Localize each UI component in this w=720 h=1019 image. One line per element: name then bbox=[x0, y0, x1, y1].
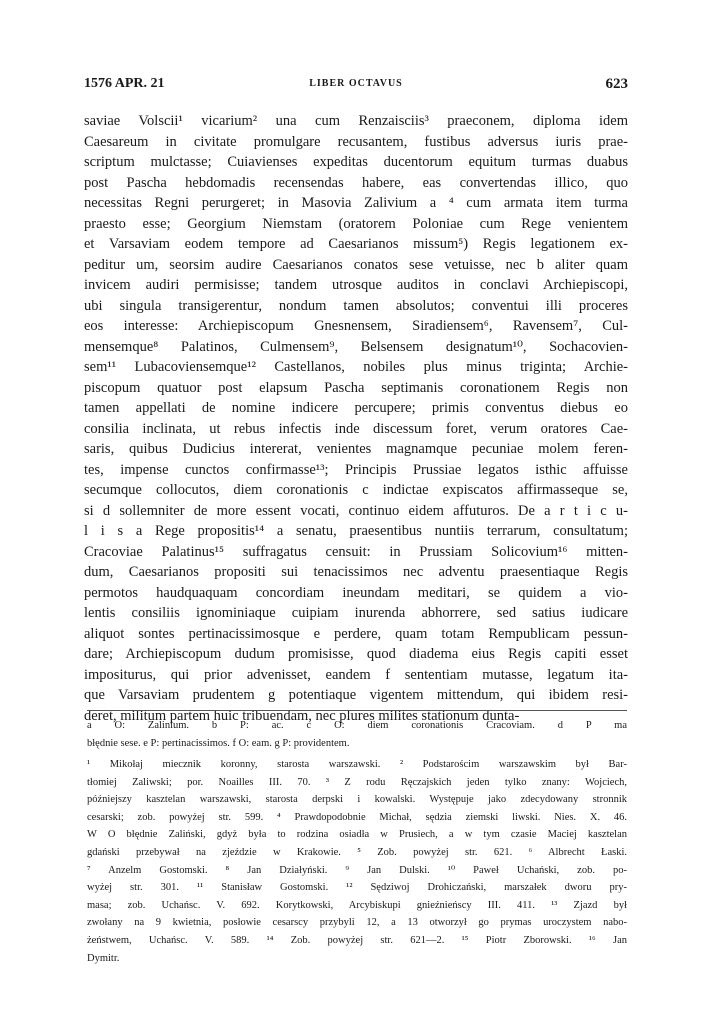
text-line: ubi singula transigerentur, nondum tamen absolutos; conventui illi proceres bbox=[84, 297, 628, 314]
text-line: saris, quibus Dudicius intererat, venientes magnamque pecuniae molem feren- bbox=[84, 441, 628, 457]
text-line: aliquot sontes pertinacissimosque e perdere, quam totam Rempublicam pessun- bbox=[84, 625, 628, 642]
text-line: invicem audiri permisisse; tandem utrosque auditos in conclavi Archiepiscopi, bbox=[84, 277, 628, 293]
text-line: dum, Caesarianos propositi sui tenacissimos nec adventu praesentiaque Regis bbox=[84, 564, 628, 580]
text-line: mensemque⁸ Palatinos, Culmensem⁹, Belsensem designatum¹⁰, Sochacovien- bbox=[84, 338, 628, 355]
text-line: necessitas Regni perurgeret; in Masovia Zalivium a ⁴ cum armata item turma bbox=[84, 195, 628, 211]
main-text-block bbox=[84, 111, 628, 726]
footnote-line: późniejszy kasztelan warszawski, starosta derpski i kowalski. Występuje jako zdecydowany stronnik bbox=[87, 794, 627, 806]
text-line: praesto esse; Georgium Niemstam (oratorem Poloniae cum Rege venientem bbox=[84, 215, 628, 232]
running-header bbox=[84, 76, 628, 96]
text-line: tamen appellati de nomine indicere percupere; primis conventus diebus eo bbox=[84, 400, 628, 416]
text-line: post Pascha hebdomadis recensendas habere, eas convertendas illico, quo bbox=[84, 174, 628, 191]
footnote-line: cesarski; zob. powyżej str. 599. ⁴ Prawdopodobnie Michał, sędzia ziemski liwski. Nies. X. 46. bbox=[87, 811, 627, 823]
text-line: tes, impense cunctos confirmasse¹³; Principis Prussiae legatos isthic affuisse bbox=[84, 461, 628, 478]
apparatus-line: błędnie sese. e P: pertinacissimos. f O: eam. g P: providentem. bbox=[87, 738, 350, 749]
footnote-line: Dymitr. bbox=[87, 952, 120, 964]
text-line: permotos haudquaquam concordiam ineundam meditari, se quidem a vio- bbox=[84, 584, 628, 601]
footnote-line: W O błędnie Zaliński, gdyż była to rodzina osiadła w Prusiech, a w tym czasie Maciej kasztelan bbox=[87, 829, 627, 841]
text-line: si d sollemniter de more essent vocati, continuo eidem affuturos. De a r t i c u- bbox=[84, 502, 628, 519]
footnote-line: gdański przebywał na zjeździe w Krakowie. ⁵ Zob. powyżej str. 621. ⁶ Albrecht Łaski. bbox=[87, 846, 627, 858]
text-line: saviae Volscii¹ vicarium² una cum Renzaisciis³ praeconem, diploma idem bbox=[84, 113, 628, 129]
header-date: 1576 APR. 21 bbox=[84, 76, 165, 91]
footnote-line: masa; zob. Uchańsc. V. 692. Korytkowski, Arcybiskupi gnieźnieńscy III. 411. ¹³ Zjazd był bbox=[87, 899, 627, 911]
text-line: l i s a Rege propositis¹⁴ a senatu, praesentibus nuntiis terrarum, consultatum; bbox=[84, 523, 628, 539]
text-line: sem¹¹ Lubacoviensemque¹² Castellanos, nobiles plus minus triginta; Archie- bbox=[84, 359, 628, 375]
footnote-divider bbox=[87, 710, 627, 711]
text-line: secumque collocutos, diem coronationis c indictae expiscatos affirmasseque se, bbox=[84, 482, 628, 498]
text-line: et Varsaviam eodem tempore ad Caesarianos missum⁵) Regis legationem ex- bbox=[84, 236, 628, 252]
critical-apparatus bbox=[87, 717, 627, 753]
footnote-line: zwołany na 9 kwietnia, posłowie cesarscy przybyli 12, a 13 otworzył go prymas uroczystem nabo- bbox=[87, 917, 627, 929]
page-number: 623 bbox=[605, 76, 628, 92]
text-line: consilia inclinata, ut rebus infectis inde discessum foret, verum oratores Cae- bbox=[84, 420, 628, 437]
text-line: que Varsaviam prudentem g potentiaque vigentem mittendum, qui ibidem resi- bbox=[84, 687, 628, 703]
text-line: lentis consiliis ignominiaque cuipiam inurenda abhorrere, sed satius iudicare bbox=[84, 605, 628, 621]
footnotes bbox=[87, 756, 627, 967]
apparatus-line: a O: Zalinium. b P: ac. c O: diem coronationis Cracoviam. d P ma bbox=[87, 720, 627, 731]
footnote-line: tłomiej Zaliwski; por. Noailles III. 70. ³ Z rodu Ręczajskich jeden tylko znany: Wojciech, bbox=[87, 776, 627, 788]
header-running-title: LIBER OCTAVUS bbox=[309, 78, 403, 89]
text-line: impositurus, qui prior advenisset, eandem f sententiam mutasse, legatum ita- bbox=[84, 666, 628, 683]
text-line: eos interesse: Archiepiscopum Gnesnensem, Siradiensem⁶, Ravensem⁷, Cul- bbox=[84, 318, 628, 334]
text-line: deret, militum partem huic tribuendam, nec plures milites stationum dunta- bbox=[84, 707, 520, 724]
footnote-line: żeństwem, Uchańsc. V. 589. ¹⁴ Zob. powyżej str. 621—2. ¹⁵ Piotr Zborowski. ¹⁶ Jan bbox=[87, 934, 627, 946]
footnote-line: ¹ Mikołaj miecznik koronny, starosta warszawski. ² Podstarościm warszawskim był Bar- bbox=[87, 759, 627, 770]
text-line: Caesareum in civitate promulgare recusantem, fustibus adversus iuris prae- bbox=[84, 133, 628, 150]
text-line: dare; Archiepiscopum dudum promisisse, quod diadema eius Regis capiti esset bbox=[84, 646, 628, 662]
footnote-line: wyżej str. 301. ¹¹ Stanisław Gostomski. ¹² Sędziwoj Drohiczański, marszałek dworu pry- bbox=[87, 882, 627, 894]
text-line: peditur um, seorsim audire Caesarianos conatos sese vetuisse, nec b aliter quam bbox=[84, 256, 628, 273]
text-line: Cracoviae Palatinus¹⁵ suffragatus censuit: in Prussiam Solicovium¹⁶ mitten- bbox=[84, 543, 628, 560]
text-line: piscopum quatuor post elapsum Pascha septimanis coronationem Regis non bbox=[84, 379, 628, 396]
text-line: scriptum mulctasse; Cuiavienses expeditas ducentorum equitum turmas duabus bbox=[84, 154, 628, 170]
footnote-line: ⁷ Anzelm Gostomski. ⁸ Jan Działyński. ⁹ Jan Dulski. ¹⁰ Paweł Uchański, zob. po- bbox=[87, 864, 627, 876]
